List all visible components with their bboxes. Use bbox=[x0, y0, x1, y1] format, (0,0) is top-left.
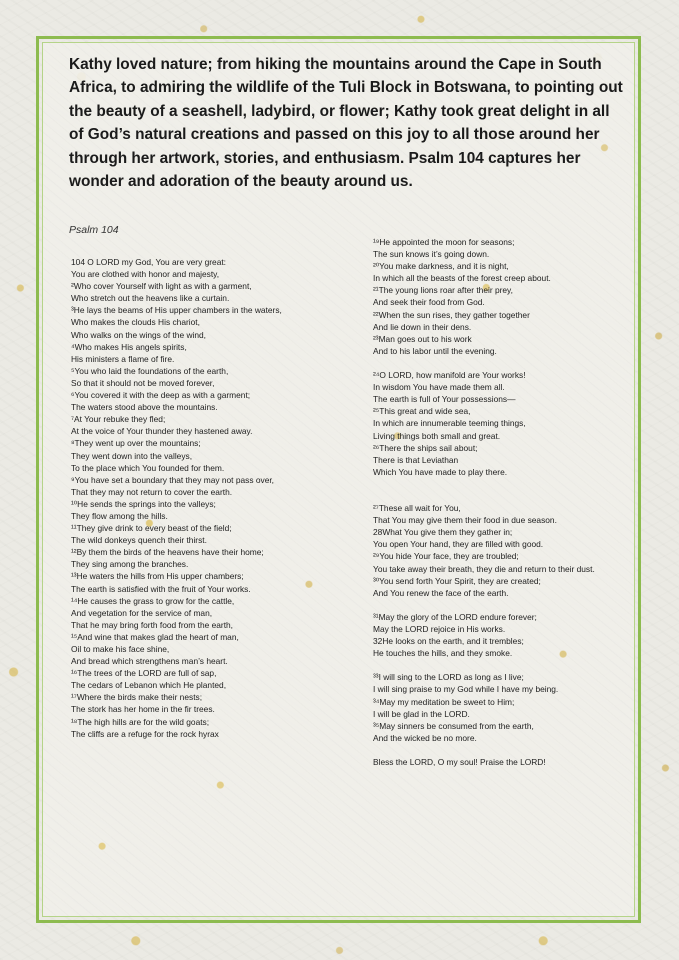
verse-line: Who stretch out the heavens like a curtain. bbox=[71, 293, 230, 304]
verse-line: May the LORD rejoice in His works. bbox=[373, 624, 506, 634]
verse-line: They sing among the branches. bbox=[71, 559, 189, 570]
verse-line: ²⁹You hide Your face, they are troubled; bbox=[373, 551, 519, 562]
verse-line: The sun knows it’s going down. bbox=[373, 249, 490, 260]
verse-line: ²¹The young lions roar after their prey, bbox=[373, 285, 513, 296]
verse-line: Who makes the clouds His chariot, bbox=[71, 317, 200, 328]
verse-line: ¹⁵And wine that makes glad the heart of man, bbox=[71, 631, 239, 642]
verse-line: I will sing praise to my God while I have my being. bbox=[373, 684, 559, 695]
verse-line: Which You have made to play there. bbox=[373, 466, 508, 477]
verse-line: ⁴Who makes His angels spirits, bbox=[71, 341, 187, 352]
verse-line: 32He looks on the earth, and it trembles; bbox=[373, 636, 524, 647]
verse-line: ¹⁶The trees of the LORD are full of sap, bbox=[71, 668, 217, 679]
verse-line: ¹⁷Where the birds make their nests; bbox=[71, 692, 203, 703]
verse-line: That he may bring forth food from the earth, bbox=[71, 619, 233, 630]
verse-line: Oil to make his face shine, bbox=[71, 644, 170, 654]
verse-line: ³¹May the glory of the LORD endure forever; bbox=[373, 611, 537, 622]
verse-line: ¹³He waters the hills from His upper chambers; bbox=[71, 571, 244, 582]
verse-line: ²Who cover Yourself with light as with a garment, bbox=[71, 281, 252, 292]
verse-line: ²⁷These all wait for You, bbox=[373, 503, 461, 514]
verse-line: ²⁴O LORD, how manifold are Your works! bbox=[373, 370, 526, 381]
verse-line bbox=[373, 357, 629, 369]
verse-line: And bread which strengthens man’s heart. bbox=[71, 656, 228, 667]
intro-paragraph: Kathy loved nature; from hiking the mountains around the Cape in South Africa, to admiring the wildlife of the Tuli Block in Botswana, to pointing out the beauty of a seashell, ladybird, or flower; Kathy took great delight in all of God’s natural creations and passed on this joy to all those around her through her artwork, stories, and enthusiasm. Psalm 104 captures her wonder and adoration of the beauty around us. bbox=[69, 56, 623, 191]
verse-line: 104 O LORD my God, You are very great: bbox=[71, 257, 227, 267]
verse-line: ⁶You covered it with the deep as with a garment; bbox=[71, 390, 251, 401]
verse-line: And You renew the face of the earth. bbox=[373, 587, 509, 598]
verse-line: To the place which You founded for them. bbox=[71, 462, 225, 473]
verse-line: He touches the hills, and they smoke. bbox=[373, 648, 513, 659]
verse-line: You take away their breath, they die and return to their dust. bbox=[373, 563, 595, 574]
verse-line: You open Your hand, they are filled with good. bbox=[373, 539, 544, 550]
verse-line: ¹⁸The high hills are for the wild goats; bbox=[71, 716, 210, 727]
verse-line: So that it should not be moved forever, bbox=[71, 377, 215, 388]
verse-line: In wisdom You have made them all. bbox=[373, 382, 505, 393]
verse-line: In which are innumerable teeming things, bbox=[373, 418, 526, 429]
verse-line: There is that Leviathan bbox=[373, 454, 459, 465]
verse-line: ³⁴May my meditation be sweet to Him; bbox=[373, 696, 515, 707]
verse-line: ²⁵This great and wide sea, bbox=[373, 406, 471, 417]
verse-line: Bless the LORD, O my soul! Praise the LORD! bbox=[373, 757, 546, 768]
verse-line: The cedars of Lebanon which He planted, bbox=[71, 680, 227, 691]
verse-line: ⁷At Your rebuke they fled; bbox=[71, 414, 166, 425]
verse-line: The earth is satisfied with the fruit of Your works. bbox=[71, 583, 251, 594]
verse-line: The waters stood above the mountains. bbox=[71, 402, 218, 413]
verse-line: That they may not return to cover the earth. bbox=[71, 486, 233, 497]
verse-line: You are clothed with honor and majesty, bbox=[71, 269, 220, 280]
verse-line: In which all the beasts of the forest creep about. bbox=[373, 273, 551, 284]
psalm-title: Psalm 104 bbox=[69, 224, 119, 236]
verse-line: Living things both small and great. bbox=[373, 430, 501, 441]
verse-line: ¹⁹He appointed the moon for seasons; bbox=[373, 237, 515, 247]
verse-line: They flow among the hills. bbox=[71, 510, 168, 521]
verse-line: ³³I will sing to the LORD as long as I live; bbox=[373, 672, 524, 683]
verse-line: The cliffs are a refuge for the rock hyrax bbox=[71, 728, 219, 739]
verse-line: ³⁵May sinners be consumed from the earth, bbox=[373, 720, 534, 731]
verse-line bbox=[373, 490, 629, 502]
verse-line: ¹⁰He sends the springs into the valleys; bbox=[71, 498, 216, 509]
verse-line bbox=[373, 599, 629, 611]
verse-line: ³⁰You send forth Your Spirit, they are created; bbox=[373, 575, 541, 586]
verse-line: I will be glad in the LORD. bbox=[373, 708, 470, 719]
verse-line: ²³Man goes out to his work bbox=[373, 333, 472, 344]
verse-line: And lie down in their dens. bbox=[373, 321, 472, 332]
psalm-right-column bbox=[373, 236, 629, 768]
verse-line: The stork has her home in the fir trees. bbox=[71, 704, 215, 715]
verse-line: They went down into the valleys, bbox=[71, 450, 193, 461]
verse-line: ²⁶There the ships sail about; bbox=[373, 442, 478, 453]
document-page bbox=[43, 43, 634, 916]
verse-line: ⁸They went up over the mountains; bbox=[71, 438, 201, 449]
verse-line: The earth is full of Your possessions— bbox=[373, 394, 516, 405]
verse-line: ²⁰You make darkness, and it is night, bbox=[373, 261, 509, 272]
verse-line: Who walks on the wings of the wind, bbox=[71, 329, 206, 340]
verse-line: The wild donkeys quench their thirst. bbox=[71, 535, 207, 546]
psalm-left-column bbox=[71, 256, 335, 740]
verse-line: At the voice of Your thunder they hastened away. bbox=[71, 426, 253, 437]
verse-line: And vegetation for the service of man, bbox=[71, 607, 213, 618]
verse-line bbox=[373, 478, 629, 490]
verse-line: ³He lays the beams of His upper chambers in the waters, bbox=[71, 305, 282, 316]
verse-line: ¹⁴He causes the grass to grow for the cattle, bbox=[71, 595, 235, 606]
verse-line bbox=[373, 659, 629, 671]
verse-line: That You may give them their food in due season. bbox=[373, 515, 557, 526]
verse-line: 28What You give them they gather in; bbox=[373, 527, 513, 538]
verse-line: And to his labor until the evening. bbox=[373, 345, 497, 356]
verse-line: ¹¹They give drink to every beast of the field; bbox=[71, 523, 232, 534]
verse-line bbox=[373, 744, 629, 756]
verse-line: ¹²By them the birds of the heavens have their home; bbox=[71, 547, 264, 558]
verse-line: ⁵You who laid the foundations of the earth, bbox=[71, 365, 229, 376]
verse-line: ⁹You have set a boundary that they may not pass over, bbox=[71, 474, 275, 485]
verse-line: And the wicked be no more. bbox=[373, 732, 477, 743]
verse-line: His ministers a flame of fire. bbox=[71, 353, 175, 364]
verse-line: And seek their food from God. bbox=[373, 297, 485, 308]
verse-line: ²²When the sun rises, they gather together bbox=[373, 309, 530, 320]
